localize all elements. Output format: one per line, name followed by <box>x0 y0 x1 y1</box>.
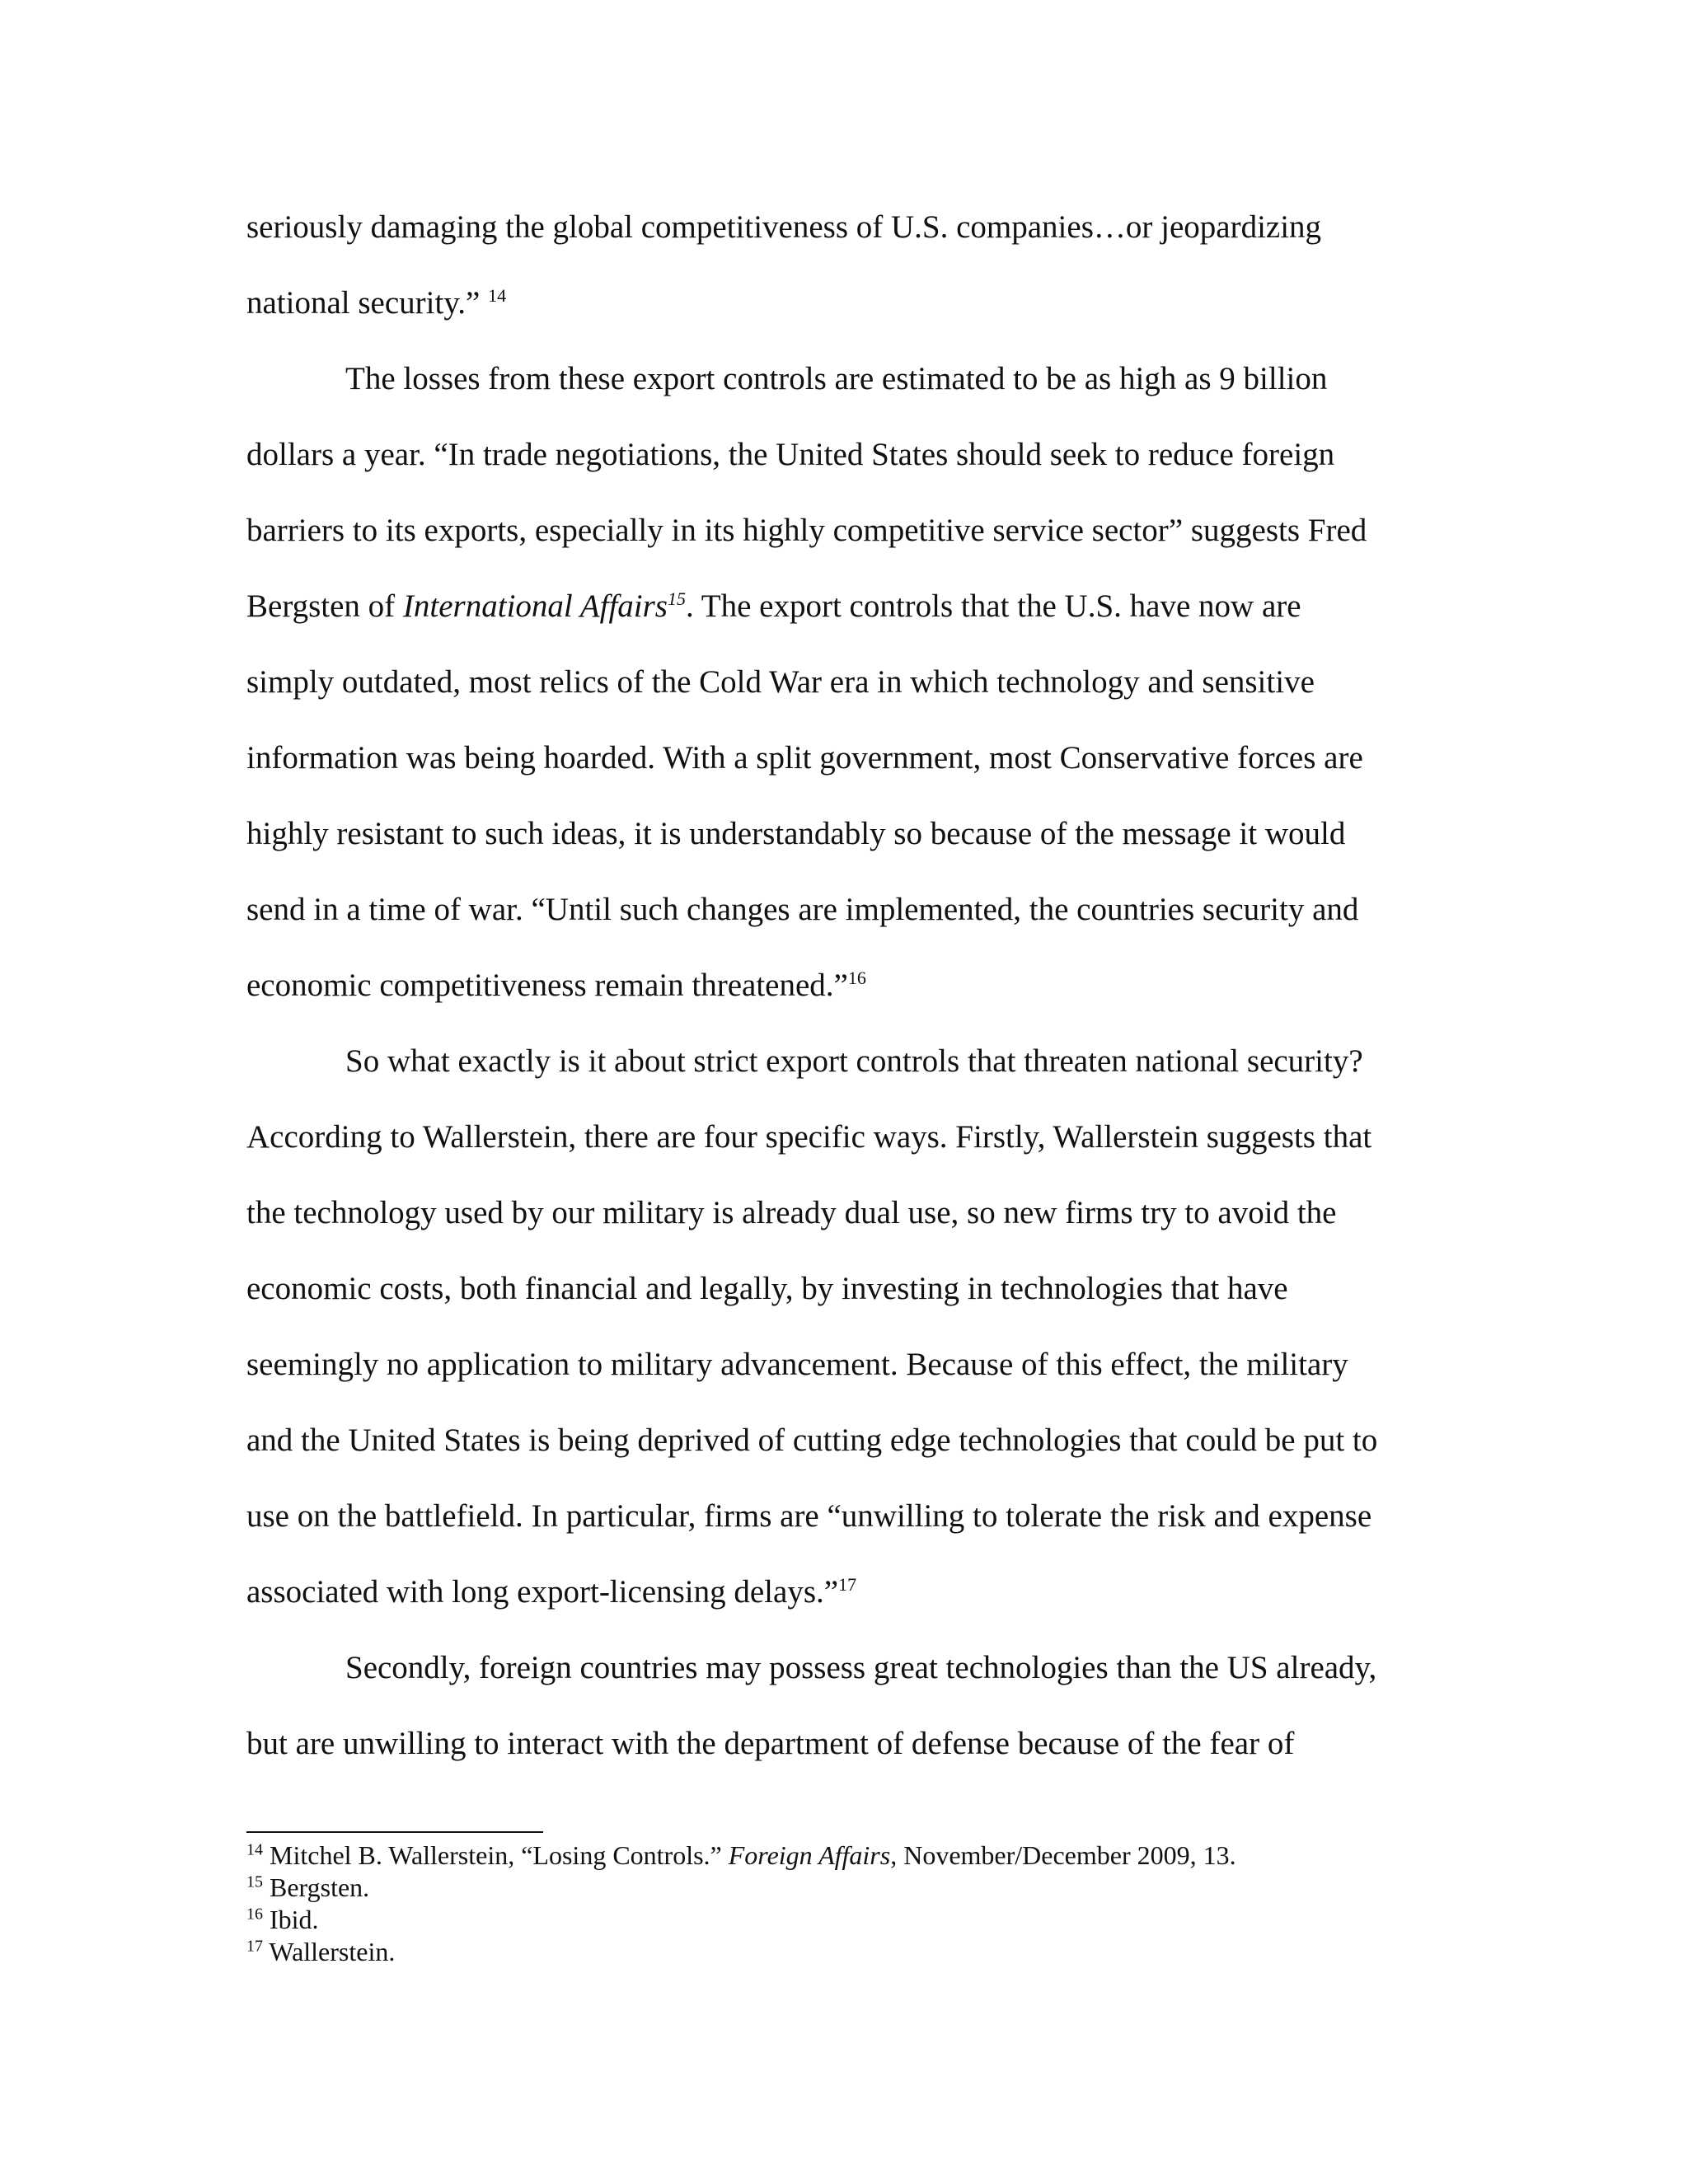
text-line-content: associated with long export-licensing delays.” <box>246 1574 839 1610</box>
text-line <box>246 1251 1433 1327</box>
text-line-content: national security.” <box>246 285 489 321</box>
footnote-15 <box>246 1872 1450 1904</box>
text-line-content: the technology used by our military is already dual use, so new firms try to avoid the <box>246 1195 1337 1230</box>
text-line-content: According to Wallerstein, there are four specific ways. Firstly, Wallerstein suggests that <box>246 1119 1372 1155</box>
footnote-16 <box>246 1904 1450 1936</box>
footnote-ref-16[interactable]: 16 <box>847 968 866 988</box>
text-line-content: economic competitiveness remain threatened.” <box>246 968 848 1003</box>
text-line <box>246 644 1433 720</box>
text-line-content: Secondly, foreign countries may possess great technologies than the US already, <box>345 1650 1377 1685</box>
footnote-number: 14 <box>246 1840 263 1859</box>
footnote-separator <box>246 1831 543 1833</box>
text-line <box>246 720 1433 796</box>
text-line <box>246 190 1433 265</box>
footnote-14 <box>246 1840 1450 1872</box>
footnote-number: 16 <box>246 1905 263 1924</box>
text-line <box>246 1630 1433 1706</box>
footnote-number: 15 <box>246 1872 263 1891</box>
text-line-content: economic costs, both financial and legally, by investing in technologies that have <box>246 1271 1288 1306</box>
text-line-content: So what exactly is it about strict export controls that threaten national security? <box>345 1043 1363 1079</box>
text-line-content: seriously damaging the global competitiveness of U.S. companies…or jeopardizing <box>246 209 1322 245</box>
text-line <box>246 1554 1433 1630</box>
footnote-number: 17 <box>246 1937 263 1956</box>
text-line-content: dollars a year. “In trade negotiations, the United States should seek to reduce foreign <box>246 437 1335 472</box>
footnotes <box>246 1840 1450 1968</box>
text-line-content: but are unwilling to interact with the department of defense because of the fear of <box>246 1726 1295 1761</box>
footnote-text: , November/December 2009, 13. <box>890 1840 1236 1870</box>
footnote-journal-title: Foreign Affairs <box>728 1840 891 1870</box>
text-line <box>246 493 1433 569</box>
text-line-content: information was being hoarded. With a split government, most Conservative forces are <box>246 740 1363 776</box>
text-line-content: Bergsten of <box>246 588 403 624</box>
text-line <box>246 796 1433 872</box>
text-line-content: use on the battlefield. In particular, firms are “unwilling to tolerate the risk and expense <box>246 1498 1372 1534</box>
text-line <box>246 948 1433 1024</box>
text-line <box>246 1099 1433 1175</box>
footnote-text: Bergsten. <box>263 1872 370 1902</box>
text-line <box>246 417 1433 493</box>
footnote-ref-17[interactable]: 17 <box>838 1574 857 1595</box>
text-line-content: send in a time of war. “Until such changes are implemented, the countries security and <box>246 892 1359 927</box>
text-line <box>246 569 1433 644</box>
footnote-ref-15[interactable]: 15 <box>667 588 686 609</box>
text-line-content: and the United States is being deprived of cutting edge technologies that could be put to <box>246 1422 1378 1458</box>
journal-title: International Affairs <box>402 588 668 624</box>
footnote-17 <box>246 1936 1450 1968</box>
text-line-content: highly resistant to such ideas, it is understandably so because of the message it would <box>246 816 1346 851</box>
text-line <box>246 1403 1433 1479</box>
footnote-text: Wallerstein. <box>263 1937 396 1966</box>
footnote-text: Mitchel B. Wallerstein, “Losing Controls.” <box>263 1840 729 1870</box>
text-line-content: seemingly no application to military advancement. Because of this effect, the military <box>246 1347 1348 1382</box>
text-line <box>246 341 1433 417</box>
text-line-content: simply outdated, most relics of the Cold War era in which technology and sensitive <box>246 664 1315 700</box>
text-line <box>246 1175 1433 1251</box>
text-line-content: The losses from these export controls are estimated to be as high as 9 billion <box>345 361 1328 396</box>
text-line-content: . The export controls that the U.S. have now are <box>685 588 1301 624</box>
text-line <box>246 1706 1433 1782</box>
text-line-content: barriers to its exports, especially in its highly competitive service sector” suggests Fred <box>246 513 1367 548</box>
footnote-ref-14[interactable]: 14 <box>488 285 507 306</box>
text-line <box>246 1479 1433 1554</box>
text-line <box>246 265 1433 341</box>
footnote-text: Ibid. <box>263 1905 319 1934</box>
text-line <box>246 1024 1433 1099</box>
text-line <box>246 872 1433 948</box>
text-line <box>246 1327 1433 1403</box>
body-text <box>246 190 1433 1782</box>
